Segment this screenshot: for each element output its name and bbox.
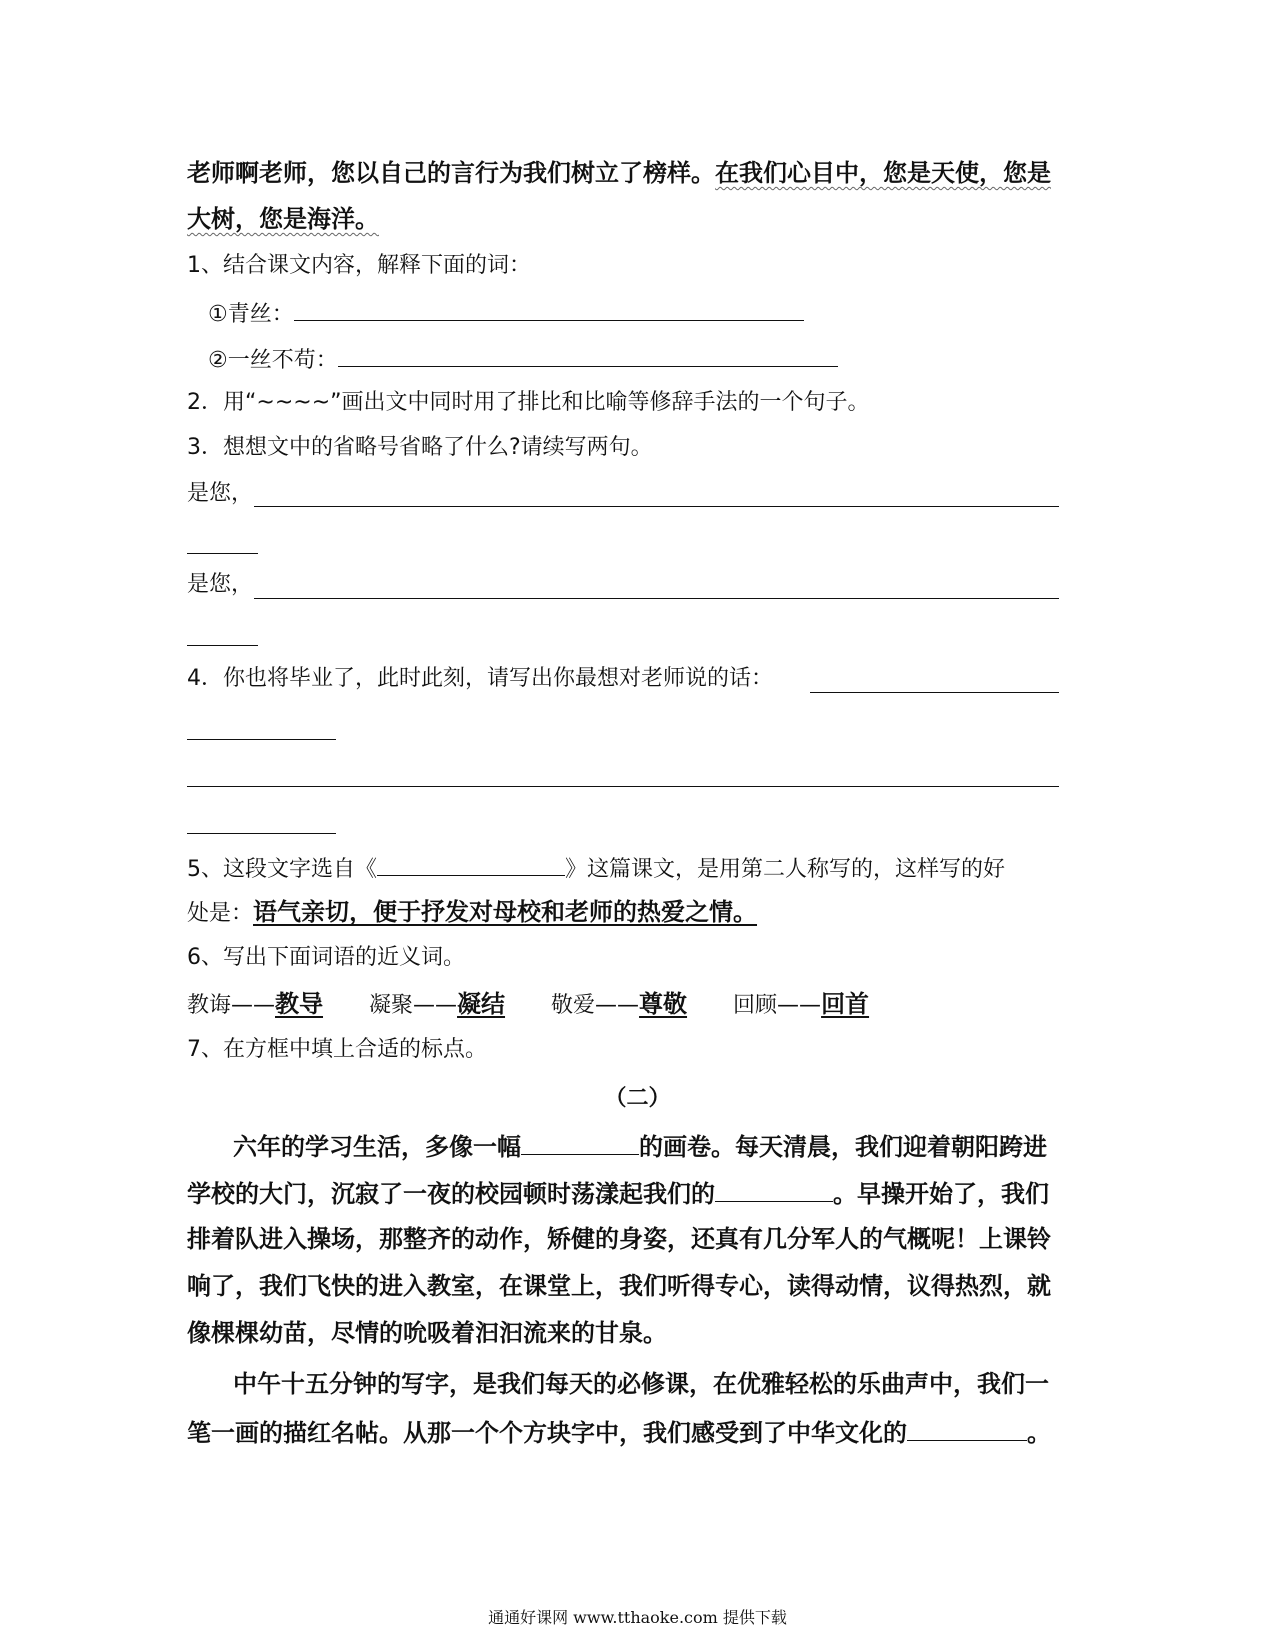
- wavy-underlined-sentence: 在我们心目中，您是天使，您是: [715, 159, 1051, 187]
- question-5-prefix: 处是：: [187, 901, 254, 926]
- answer-blank[interactable]: [338, 342, 838, 367]
- passage2-text: 笔一画的描红名帖。从那一个个方块字中，我们感受到了中华文化的: [187, 1419, 907, 1447]
- term-yisibugou: ②一丝不苟：: [208, 348, 338, 373]
- synonym-row: [187, 989, 869, 1021]
- passage2-para2-line-1: 中午十五分钟的写字，是我们每天的必修课，在优雅轻松的乐曲声中，我们一: [233, 1370, 1049, 1398]
- fill-blank[interactable]: [907, 1416, 1027, 1441]
- synonym-word: 教诲——: [187, 993, 276, 1018]
- passage2-para2-line-2: [187, 1416, 1051, 1448]
- passage2-text: 学校的大门，沉寂了一夜的校园顿时荡漾起我们的: [187, 1180, 715, 1208]
- synonym-word: 凝聚——: [369, 993, 458, 1018]
- question-5-text: 》这篇课文，是用第二人称写的，这样写的好: [565, 857, 1006, 882]
- footer-credit: 通通好课网 www.tthaoke.com 提供下载: [488, 1608, 787, 1627]
- question-2: 2．用“~~~~”画出文中同时用了排比和比喻等修辞手法的一个句子。: [187, 390, 870, 415]
- answer-blank[interactable]: [377, 851, 565, 876]
- question-1: 1、结合课文内容，解释下面的词：: [187, 253, 531, 278]
- answer-line[interactable]: [187, 833, 336, 834]
- answer-line[interactable]: [187, 739, 336, 740]
- question-1-item-2: [208, 342, 838, 376]
- synonym-word: 敬爱——: [551, 993, 640, 1018]
- synonym-answer: 教导: [275, 990, 324, 1018]
- answer-line[interactable]: [254, 506, 1059, 507]
- answer-line[interactable]: [187, 645, 258, 646]
- passage2-line-1: [233, 1130, 1047, 1162]
- synonym-answer: 凝结: [457, 990, 506, 1018]
- passage-text: 老师啊老师，您以自己的言行为我们树立了榜样。: [187, 159, 715, 187]
- answer-line[interactable]: [187, 553, 258, 554]
- wavy-underlined-sentence-end: 大树，您是海洋。: [187, 205, 379, 233]
- question-1-item-1: [208, 296, 804, 330]
- passage-line-2: [187, 204, 379, 234]
- question-3: 3．想想文中的省略号省略了什么?请续写两句。: [187, 435, 653, 460]
- passage2-line-5: 像棵棵幼苗，尽情的吮吸着汩汩流来的甘泉。: [187, 1319, 667, 1347]
- passage2-line-2: [187, 1177, 1049, 1209]
- fill-blank[interactable]: [715, 1177, 833, 1202]
- question-5: [187, 851, 1005, 885]
- question-6: 6、写出下面词语的近义词。: [187, 945, 465, 970]
- answer-blank[interactable]: [294, 296, 804, 321]
- answer-line[interactable]: [254, 598, 1059, 599]
- question-4: 4．你也将毕业了，此时此刻，请写出你最想对老师说的话：: [187, 666, 773, 691]
- passage2-text: 。早操开始了，我们: [833, 1180, 1049, 1208]
- passage2-text: 。: [1027, 1419, 1051, 1447]
- question-5-answer: 语气亲切，便于抒发对母校和老师的热爱之情。: [253, 898, 758, 926]
- synonym-answer: 回首: [821, 990, 870, 1018]
- passage2-text: 六年的学习生活，多像一幅: [233, 1133, 521, 1161]
- passage2-text: 的画卷。每天清晨，我们迎着朝阳跨进: [639, 1133, 1047, 1161]
- answer-line[interactable]: [810, 692, 1059, 693]
- question-3-answer-2-prefix: 是您，: [187, 572, 254, 597]
- question-5-text: 5、这段文字选自《: [187, 857, 377, 882]
- passage2-line-3: 排着队进入操场，那整齐的动作，矫健的身姿，还真有几分军人的气概呢！上课铃: [187, 1225, 1051, 1253]
- question-5-line-2: [187, 897, 757, 929]
- synonym-answer: 尊敬: [639, 990, 688, 1018]
- section-heading: （二）: [604, 1086, 671, 1111]
- term-qingsi: ①青丝：: [208, 302, 294, 327]
- fill-blank[interactable]: [521, 1130, 639, 1155]
- synonym-word: 回顾——: [733, 993, 822, 1018]
- answer-line[interactable]: [187, 786, 1059, 787]
- question-3-answer-1-prefix: 是您，: [187, 481, 254, 506]
- passage-line-1: [187, 158, 1051, 188]
- question-7: 7、在方框中填上合适的标点。: [187, 1037, 487, 1062]
- passage2-line-4: 响了，我们飞快的进入教室，在课堂上，我们听得专心，读得动情，议得热烈，就: [187, 1272, 1051, 1300]
